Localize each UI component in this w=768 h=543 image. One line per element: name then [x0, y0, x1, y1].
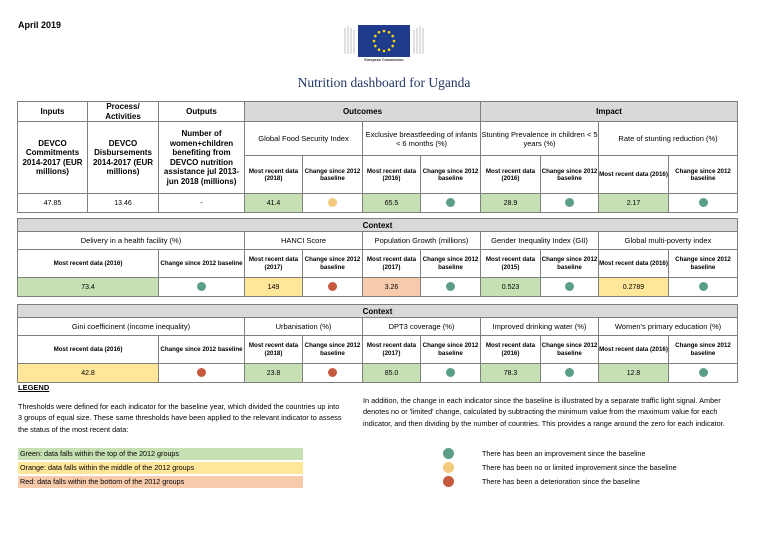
beneficiaries-value: - [159, 194, 245, 213]
commitments-value: 47.85 [18, 194, 88, 213]
breastfeeding-change [421, 194, 481, 213]
stunting-reduction-header: Rate of stunting reduction (%) [599, 122, 738, 156]
legend-orange-band: Orange: data falls within the middle of the 2012 groups [18, 462, 303, 474]
health-facility-value: 73.4 [18, 278, 159, 297]
sub-header: Change since 2012 baseline [541, 250, 599, 278]
european-commission-logo [343, 24, 425, 66]
stunting-change [541, 194, 599, 213]
sub-header: Change since 2012 baseline [541, 156, 599, 194]
food-security-change [303, 194, 363, 213]
green-status-dot [699, 282, 708, 291]
sub-header: Most recent data (2016) [481, 156, 541, 194]
context-table-2 [17, 304, 738, 383]
green-status-dot [699, 368, 708, 377]
sub-header: Change since 2012 baseline [303, 156, 363, 194]
population-change [421, 278, 481, 297]
sub-header: Change since 2012 baseline [421, 156, 481, 194]
red-status-dot [328, 368, 337, 377]
dpt3-header: DPT3 coverage (%) [363, 318, 481, 336]
population-value: 3.26 [363, 278, 421, 297]
red-status-dot [443, 476, 454, 487]
sub-header: Change since 2012 baseline [669, 156, 738, 194]
sub-header: Most recent data (2016) [18, 336, 159, 364]
sub-header: Change since 2012 baseline [669, 336, 738, 364]
stunting-header: Stunting Prevalence in children < 5 years (%) [481, 122, 599, 156]
sub-header: Change since 2012 baseline [421, 250, 481, 278]
stunting-reduction-value: 2.17 [599, 194, 669, 213]
gender-header: Gender Inequality Index (GII) [481, 232, 599, 250]
report-date: April 2019 [18, 20, 62, 30]
green-status-dot [565, 198, 574, 207]
urbanisation-change [303, 364, 363, 383]
green-status-dot [446, 282, 455, 291]
amber-status-dot [328, 198, 337, 207]
gini-value: 42.8 [18, 364, 159, 383]
context-header: Context [18, 219, 738, 232]
context-table-1 [17, 218, 738, 297]
water-value: 78.3 [481, 364, 541, 383]
poverty-value: 0.2789 [599, 278, 669, 297]
gender-value: 0.523 [481, 278, 541, 297]
sub-header: Most recent data (2017) [245, 250, 303, 278]
legend-deterioration-label: There has been a deterioration since the baseline [482, 477, 640, 486]
red-status-dot [197, 368, 206, 377]
results-table [17, 101, 738, 213]
sub-header: Change since 2012 baseline [303, 250, 363, 278]
sub-header: Change since 2012 baseline [541, 336, 599, 364]
context-header: Context [18, 305, 738, 318]
population-header: Population Growth (millions) [363, 232, 481, 250]
women-education-change [669, 364, 738, 383]
stunting-value: 28.9 [481, 194, 541, 213]
gini-change [159, 364, 245, 383]
sub-header: Change since 2012 baseline [159, 250, 245, 278]
breastfeeding-value: 65.5 [363, 194, 421, 213]
amber-status-dot [443, 462, 454, 473]
impact-header: Impact [481, 102, 738, 122]
dpt3-value: 85.0 [363, 364, 421, 383]
green-status-dot [699, 198, 708, 207]
gender-change [541, 278, 599, 297]
european-commission-caption: European Commission [364, 58, 404, 62]
sub-header: Change since 2012 baseline [159, 336, 245, 364]
food-security-value: 41.4 [245, 194, 303, 213]
disbursements-value: 13.46 [88, 194, 159, 213]
green-status-dot [446, 368, 455, 377]
hanci-header: HANCI Score [245, 232, 363, 250]
sub-header: Most recent data (2016) [363, 156, 421, 194]
food-security-header: Global Food Security Index [245, 122, 363, 156]
sub-header: Most recent data (2016) [599, 336, 669, 364]
sub-header: Most recent data (2016) [599, 156, 669, 194]
sub-header: Most recent data (2017) [363, 336, 421, 364]
hanci-change [303, 278, 363, 297]
women-education-value: 12.8 [599, 364, 669, 383]
green-status-dot [565, 282, 574, 291]
sub-header: Change since 2012 baseline [421, 336, 481, 364]
sub-header: Most recent data (2018) [245, 336, 303, 364]
sub-header: Most recent data (2016) [18, 250, 159, 278]
poverty-change [669, 278, 738, 297]
dpt3-change [421, 364, 481, 383]
legend-traffic-light-text: In addition, the change in each indicator since the baseline is illustrated by a separate traffic light signal. Amber denotes no or 'limited' change, calculated by subtracting the minimum value from the maximum value for each indicator, and then dividing by the number of countries. This provides a range around the zero for each indicator. [363, 396, 725, 428]
health-facility-header: Delivery in a health facility (%) [18, 232, 245, 250]
sub-header: Most recent data (2018) [245, 156, 303, 194]
sub-header: Change since 2012 baseline [669, 250, 738, 278]
sub-header: Most recent data (2015) [481, 250, 541, 278]
sub-header: Most recent data (2017) [363, 250, 421, 278]
green-status-dot [197, 282, 206, 291]
legend-green-band: Green: data falls within the top of the 2012 groups [18, 448, 303, 460]
water-change [541, 364, 599, 383]
green-status-dot [565, 368, 574, 377]
page-title: Nutrition dashboard for Uganda [297, 75, 471, 90]
legend-improvement-label: There has been an improvement since the baseline [482, 449, 646, 458]
breastfeeding-header: Exclusive breastfeeding of infants < 6 months (%) [363, 122, 481, 156]
legend-red-band: Red: data falls within the bottom of the 2012 groups [18, 476, 303, 488]
legend-thresholds-text: Thresholds were defined for each indicator for the baseline year, which divided the countries up into 3 groups of equal size. These same thresholds have been applied to the relevant indicator to assess the status of the most recent data: [18, 402, 342, 434]
outputs-header: Outputs [159, 102, 245, 122]
outcomes-header: Outcomes [245, 102, 481, 122]
health-facility-change [159, 278, 245, 297]
sub-header: Most recent data (2016) [481, 336, 541, 364]
legend-limited-label: There has been no or limited improvement since the baseline [482, 463, 677, 472]
gini-header: Gini coefficinent (income inequality) [18, 318, 245, 336]
urbanisation-header: Urbanisation (%) [245, 318, 363, 336]
hanci-value: 149 [245, 278, 303, 297]
legend-heading: LEGEND [18, 383, 50, 392]
process-header: Process/ Activities [88, 102, 159, 122]
poverty-header: Global multi-poverty index [599, 232, 738, 250]
green-status-dot [443, 448, 454, 459]
women-education-header: Women's primary education (%) [599, 318, 738, 336]
water-header: Improved drinking water (%) [481, 318, 599, 336]
green-status-dot [446, 198, 455, 207]
disbursements-header: DEVCO Disbursements 2014-2017 (EUR millions) [88, 122, 159, 194]
beneficiaries-header: Number of women+children benefiting from DEVCO nutrition assistance jul 2013-jun 2018 (millions) [159, 122, 245, 194]
red-status-dot [328, 282, 337, 291]
inputs-header: Inputs [18, 102, 88, 122]
urbanisation-value: 23.8 [245, 364, 303, 383]
sub-header: Change since 2012 baseline [303, 336, 363, 364]
sub-header: Most recent data (2016) [599, 250, 669, 278]
commitments-header: DEVCO Commitments 2014-2017 (EUR millions) [18, 122, 88, 194]
stunting-reduction-change [669, 194, 738, 213]
